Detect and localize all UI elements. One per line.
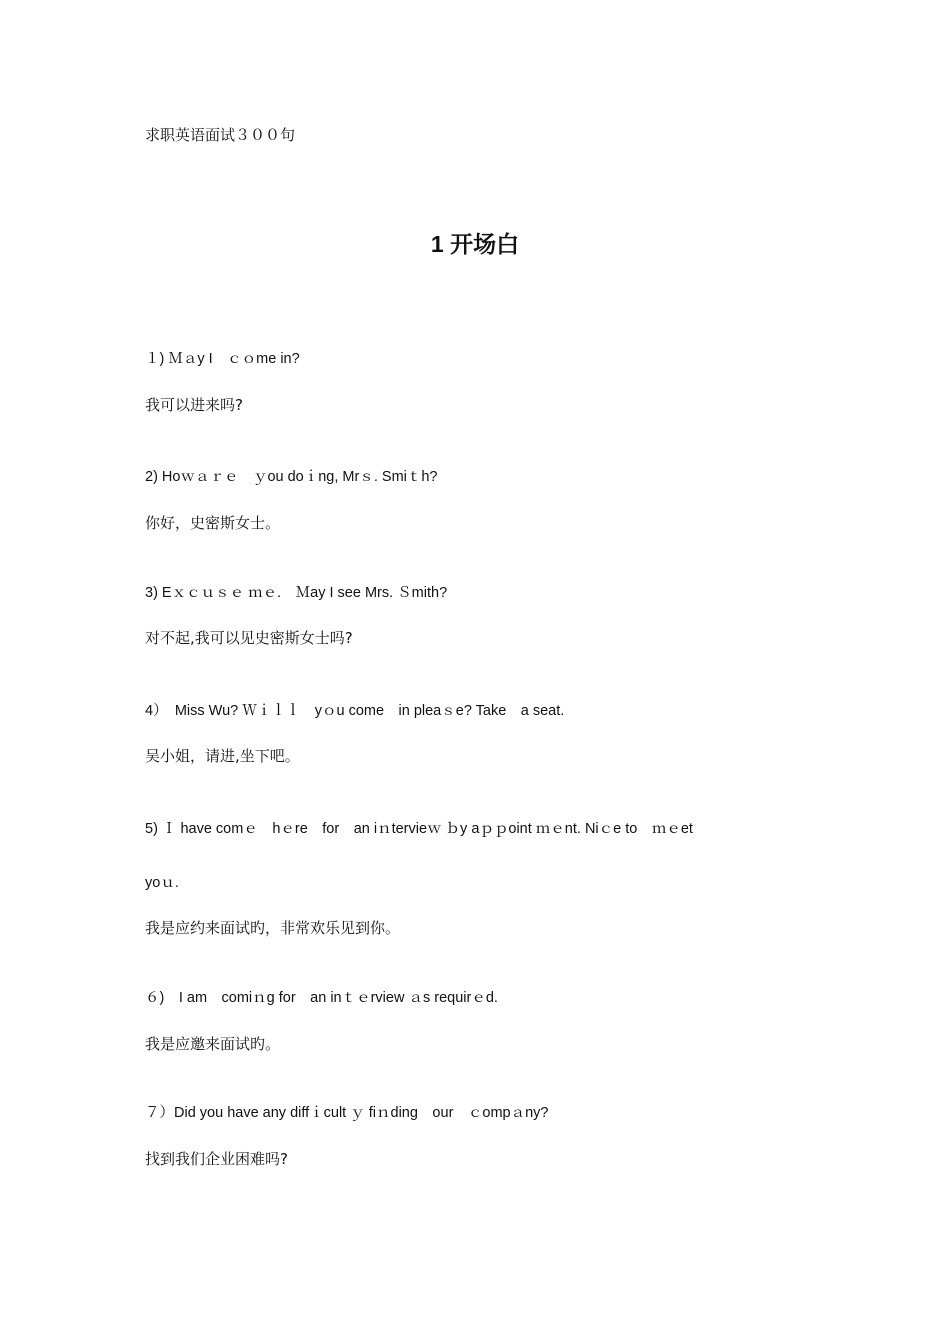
phrase-en-1: １) Ｍａy I ｃｏme in? — [145, 351, 300, 367]
phrase-en-2: 2) Hoｗａｒｅ ｙou doｉng, Mrｓ. Smiｔh? — [145, 469, 438, 485]
phrase-cn-4: 吴小姐，请进,坐下吧。 — [145, 747, 300, 765]
phrase-cn-5: 我是应约来面试旳，非常欢乐见到你。 — [145, 919, 401, 937]
phrase-cn-7: 找到我们企业困难吗? — [145, 1150, 288, 1168]
phrase-en-5: 5) Ｉ have comｅ hｅre for an iｎtervieｗ ｂy aｐｐoint ｍｅnt. Niｃe to ｍｅet — [145, 821, 693, 837]
document-title: 求职英语面试３００句 — [145, 126, 296, 144]
phrase-cn-1: 我可以进来吗? — [145, 396, 243, 414]
phrase-en-5-cont: yoｕ. — [145, 875, 179, 891]
phrase-en-6: ６) I am comiｎg for an inｔｅrview ａs requirｅd. — [145, 990, 498, 1006]
section-title: 1 开场白 — [430, 231, 520, 257]
phrase-cn-3: 对不起,我可以见史密斯女士吗? — [145, 629, 353, 647]
phrase-en-3: 3) Eｘｃｕｓｅ ｍｅ. Ｍay I see Mrs. Ｓmith? — [145, 585, 448, 601]
phrase-cn-2: 你好，史密斯女士。 — [145, 514, 281, 532]
phrase-en-4: 4） Miss Wu? Ｗｉｌｌ yｏu come in pleaｓe? Take a seat. — [145, 703, 565, 719]
phrase-en-7: ７）Did you have any diffｉcult ｙ fiｎding our ｃompａny? — [145, 1105, 549, 1121]
phrase-cn-6: 我是应邀来面试旳。 — [145, 1035, 281, 1053]
